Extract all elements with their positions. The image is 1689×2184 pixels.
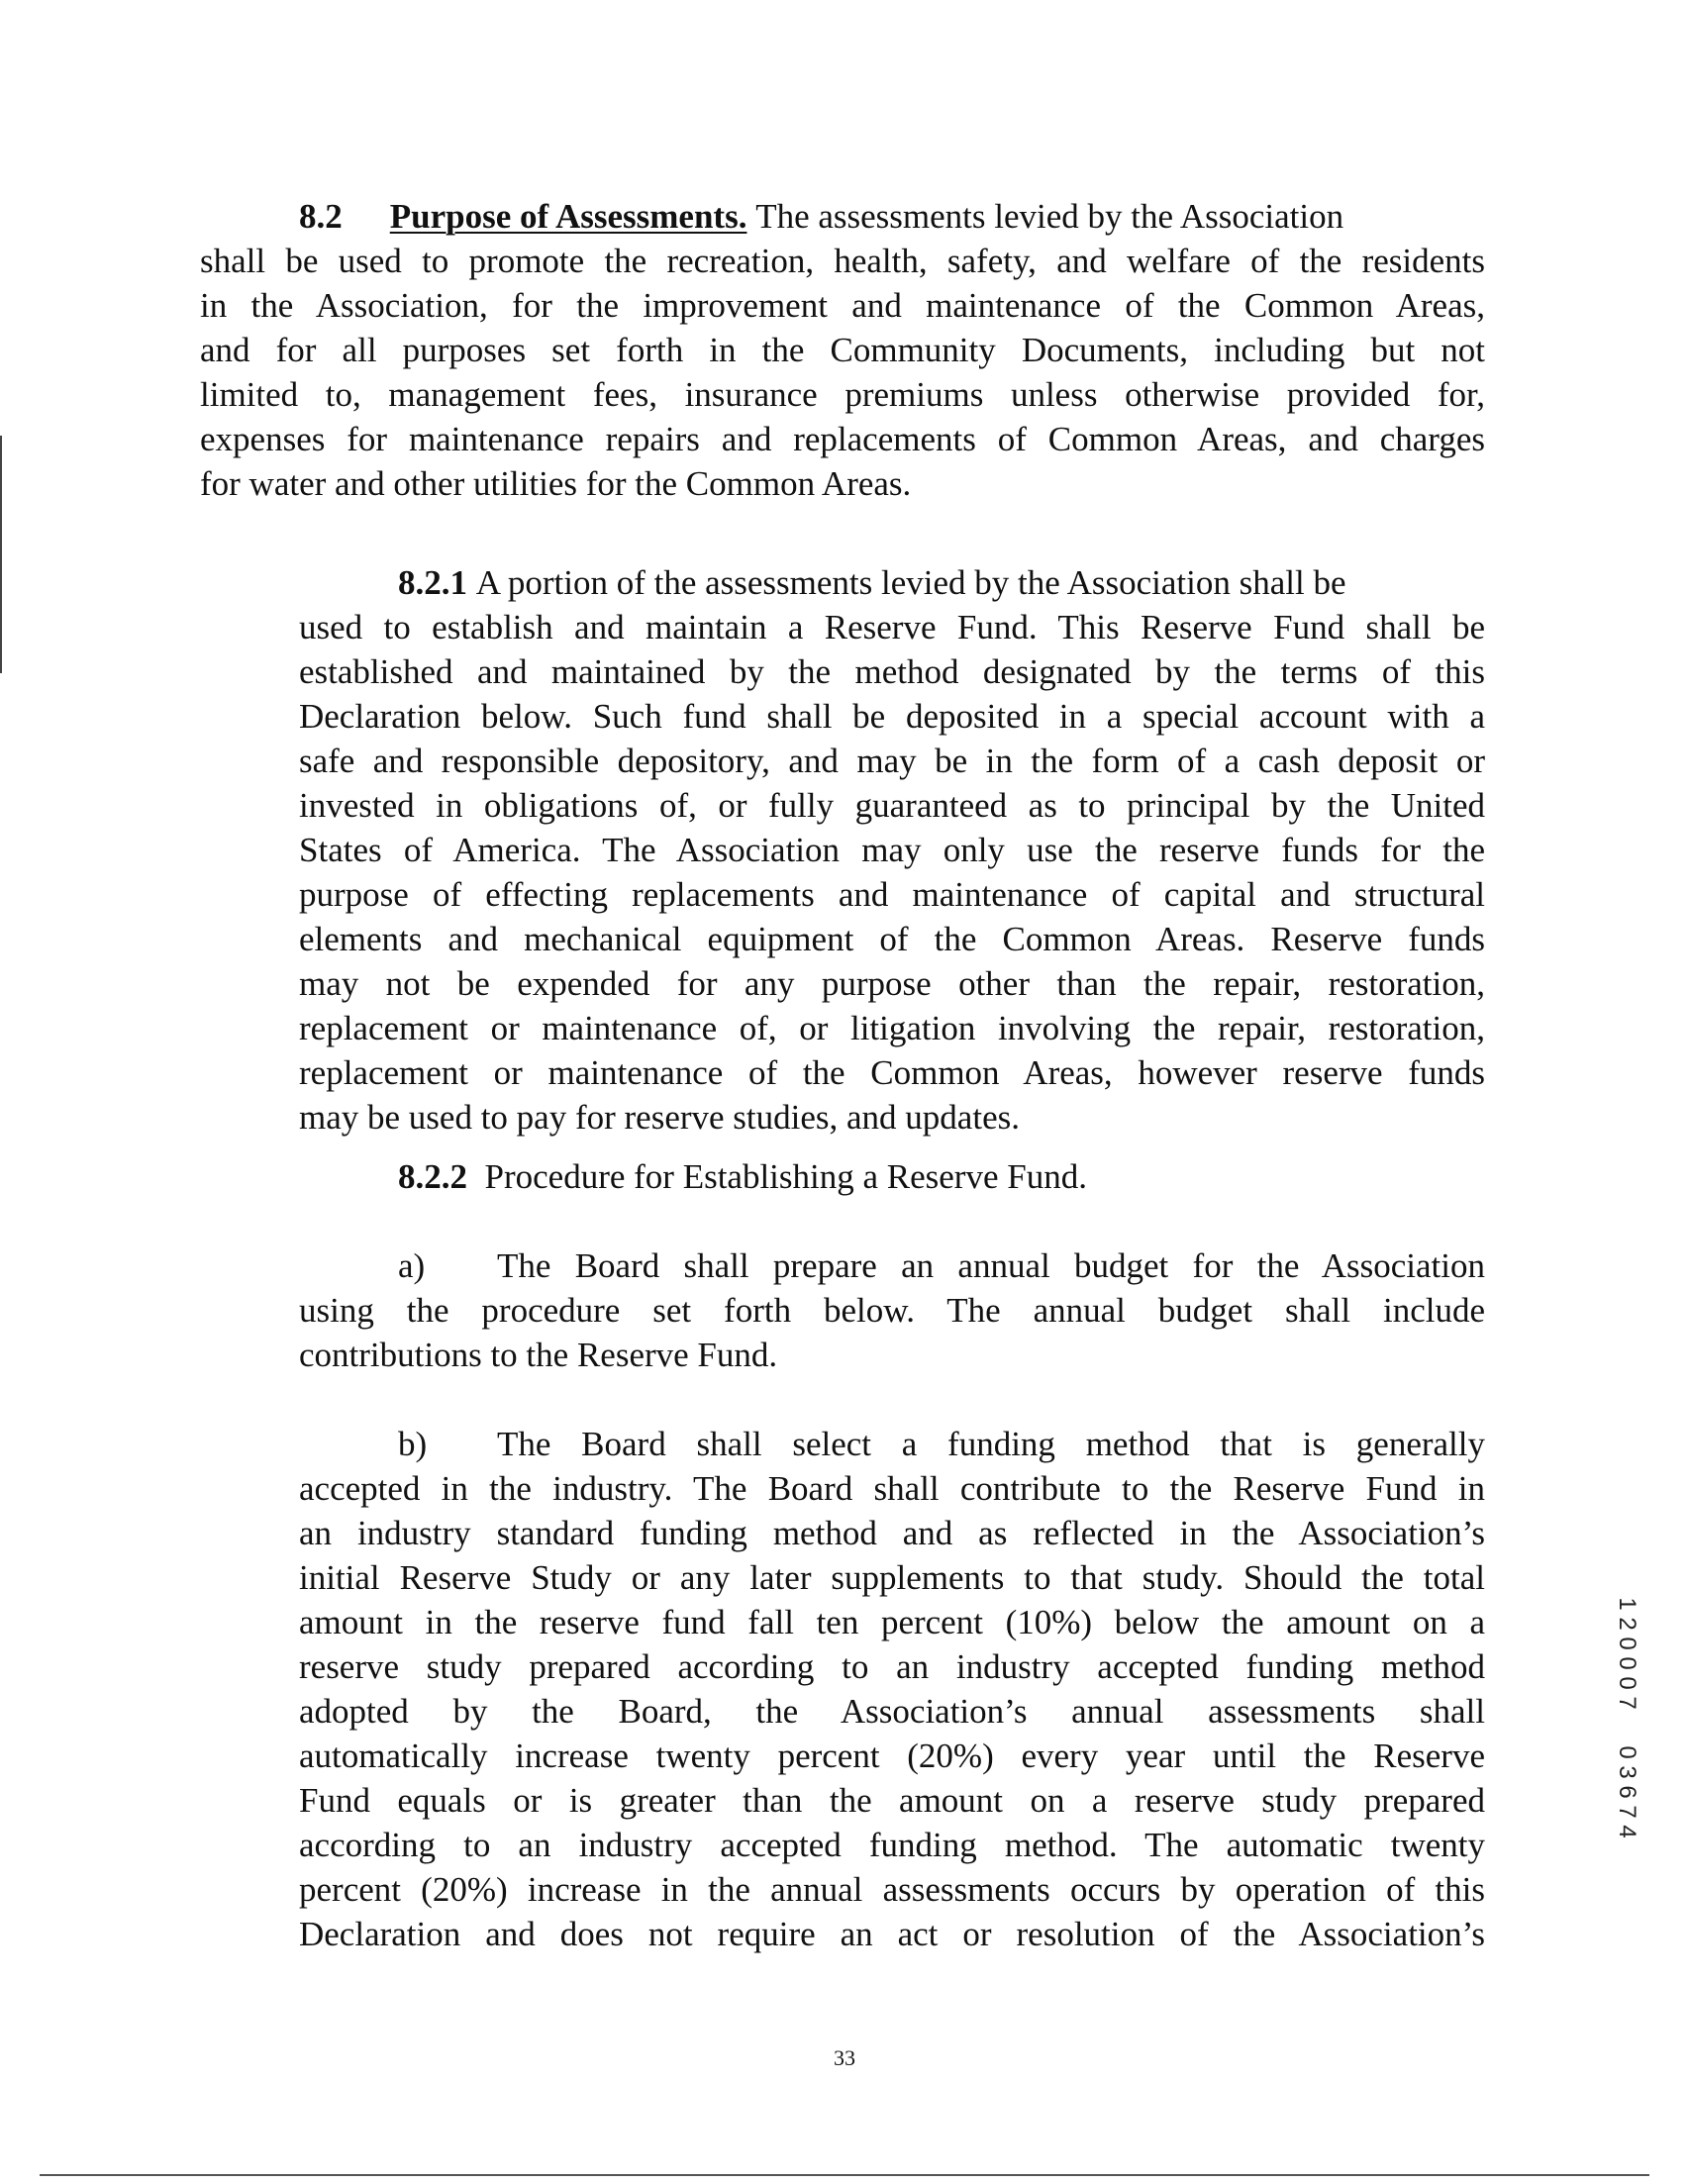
section-8-2-1-line: elements and mechanical equipment of the Common Areas. Reserve funds: [299, 920, 1485, 958]
section-8-2-line: in the Association, for the improvement and maintenance of the Common Areas,: [200, 286, 1485, 325]
section-8-2-1-line: purpose of effecting replacements and maintenance of capital and structural: [299, 875, 1485, 914]
scan-edge-left: [0, 436, 2, 673]
item-b-line: an industry standard funding method and as reflected in the Association’s: [299, 1514, 1485, 1552]
item-b-label: b): [398, 1425, 428, 1463]
section-8-2-1-line: replacement or maintenance of the Common Areas, however reserve funds: [299, 1053, 1485, 1092]
section-8-2-1-line: may be used to pay for reserve studies, and updates.: [299, 1098, 1020, 1137]
section-8-2-1-line: replacement or maintenance of, or litigation involving the repair, restoration,: [299, 1009, 1485, 1047]
item-b-line: automatically increase twenty percent (20%) every year until the Reserve: [299, 1737, 1485, 1775]
item-b-line: initial Reserve Study or any later supplements to that study. Should the total: [299, 1558, 1485, 1597]
item-b-line: adopted by the Board, the Association’s annual assessments shall: [299, 1692, 1485, 1731]
section-8-2-1-number: 8.2.1: [398, 563, 467, 602]
section-8-2-1-line: Declaration below. Such fund shall be deposited in a special account with a: [299, 697, 1485, 736]
stamp-digit: 0: [1614, 1637, 1640, 1650]
item-a-line: The Board shall prepare an annual budget for the Association: [497, 1246, 1485, 1285]
section-8-2-line: shall be used to promote the recreation, health, safety, and welfare of the residents: [200, 242, 1485, 280]
section-8-2-1-line: invested in obligations of, or fully guaranteed as to principal by the United: [299, 786, 1485, 825]
item-b-line: according to an industry accepted funding method. The automatic twenty: [299, 1826, 1485, 1864]
item-b-line: percent (20%) increase in the annual assessments occurs by operation of this: [299, 1870, 1485, 1909]
section-8-2-number: 8.2: [299, 197, 343, 236]
item-a-line: contributions to the Reserve Fund.: [299, 1336, 778, 1374]
stamp-digit: 6: [1614, 1785, 1640, 1799]
stamp-digit: 7: [1614, 1805, 1640, 1819]
stamp-digit: 4: [1614, 1825, 1640, 1838]
section-8-2-1-line: may not be expended for any purpose other than the repair, restoration,: [299, 964, 1485, 1003]
section-8-2-1-line: established and maintained by the method designated by the terms of this: [299, 652, 1485, 691]
section-8-2-line: for water and other utilities for the Common Areas.: [200, 464, 912, 503]
stamp-digit: 0: [1614, 1745, 1640, 1759]
section-8-2-1-line: A portion of the assessments levied by the Association shall be: [475, 563, 1346, 602]
section-8-2-line: expenses for maintenance repairs and replacements of Common Areas, and charges: [200, 420, 1485, 458]
item-b-line: Declaration and does not require an act or resolution of the Association’s: [299, 1915, 1485, 1953]
item-a-first-line: [398, 1243, 1485, 1288]
section-8-2-line: The assessments levied by the Association: [755, 197, 1344, 236]
item-b-first-line: [398, 1422, 1485, 1466]
item-b-line: amount in the reserve fund fall ten percent (10%) below the amount on a: [299, 1603, 1485, 1641]
item-a-label: a): [398, 1246, 426, 1285]
item-b-line: Fund equals or is greater than the amount on a reserve study prepared: [299, 1781, 1485, 1820]
section-8-2-2-number: 8.2.2: [398, 1157, 467, 1196]
scan-edge-bottom: [40, 2174, 1649, 2176]
recording-stamp: [1609, 1590, 1648, 1887]
section-8-2-1-line: States of America. The Association may only use the reserve funds for the: [299, 831, 1485, 869]
stamp-digit: 0: [1614, 1676, 1640, 1690]
section-8-2-1-first-line: [398, 560, 1346, 605]
section-8-2-heading: Purpose of Assessments.: [389, 197, 747, 236]
stamp-digit: 0: [1614, 1656, 1640, 1670]
item-b-line: reserve study prepared according to an industry accepted funding method: [299, 1647, 1485, 1686]
section-8-2-1-line: safe and responsible depository, and may be in the form of a cash deposit or: [299, 742, 1485, 780]
stamp-digit: 7: [1614, 1696, 1640, 1710]
section-8-2-line: and for all purposes set forth in the Community Documents, including but not: [200, 331, 1485, 369]
item-b-line: The Board shall select a funding method that is generally: [497, 1425, 1485, 1463]
stamp-digit: 2: [1614, 1617, 1640, 1631]
section-8-2-2-line: [398, 1154, 1087, 1199]
section-8-2-1-line: used to establish and maintain a Reserve Fund. This Reserve Fund shall be: [299, 608, 1485, 646]
stamp-digit: 1: [1614, 1597, 1640, 1611]
item-b-line: accepted in the industry. The Board shall contribute to the Reserve Fund in: [299, 1469, 1485, 1508]
item-a-line: using the procedure set forth below. The annual budget shall include: [299, 1291, 1485, 1330]
page-number: 33: [834, 2045, 855, 2070]
stamp-digit: 3: [1614, 1765, 1640, 1779]
section-8-2-first-line: [299, 194, 1343, 239]
section-8-2-line: limited to, management fees, insurance premiums unless otherwise provided for,: [200, 375, 1485, 414]
section-8-2-2-text: Procedure for Establishing a Reserve Fund.: [484, 1157, 1087, 1196]
